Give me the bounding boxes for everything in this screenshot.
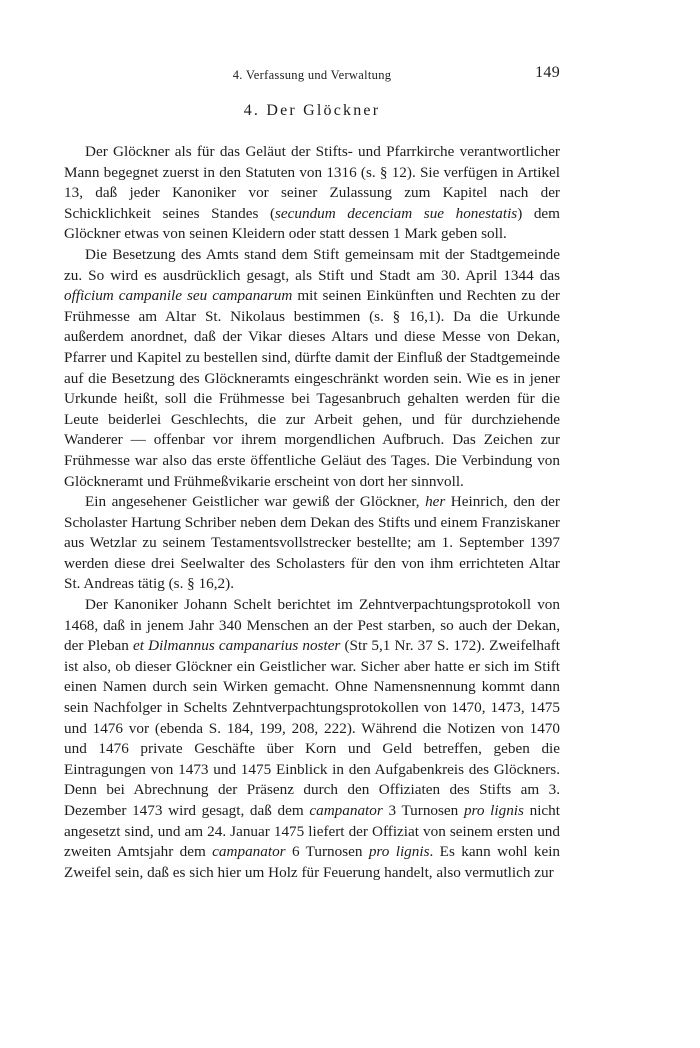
text-span: 6 Turnosen <box>285 843 369 861</box>
name-word: her <box>425 493 446 511</box>
text-span: Der Glöckner als für das Geläut der Stifts- und Pfarrkirche verantwortlicher Mann begegnet zuerst in den Statuten von 1316 (s. § 12). Sie verfügen in Artikel 13, daß jeder Kanoniker vor seiner Zulassung zum Kapitel nach der Schicklichkeit seines Standes ( <box>64 143 560 222</box>
paragraph <box>64 595 560 883</box>
text-span: . Es kann wohl kein Zweifel sein, daß es sich hier um Holz für Feuerung handelt, also vermutlich zur <box>64 843 561 881</box>
latin-phrase: pro lignis <box>463 802 524 819</box>
text-span: Der Kanoniker Johann Schelt berichtet im Zehntverpachtungsprotokoll von 1468, daß in jenem Jahr 340 Menschen an der Pest starben, so auch der Dekan, der Pleban <box>64 596 560 655</box>
text-span: Heinrich, den der Scholaster Hartung Schriber neben dem Dekan des Stifts und einem Franziskaner aus Wetzlar zu seinem Testamentsvollstrecker bestellte; am 1. September 1397 werden diese drei Seelwalter des Scholasters für den von ihm errichteten Altar St. Andreas tätig (s. § 16,2). <box>64 493 560 593</box>
section-heading: 4. Der Glöckner <box>243 102 381 119</box>
latin-phrase: pro lignis <box>368 843 430 861</box>
book-page <box>64 64 560 883</box>
paragraph <box>64 142 560 245</box>
latin-phrase: et Dilmannus campanarius noster <box>133 637 341 655</box>
text-span: mit seinen Einkünften und Rechten zu der Frühmesse am Altar St. Nikolaus bestimmen (s. § 16,1). Da die Urkunde außerdem anordnet, daß der Vikar dieses Altars und diese Messe von Dekan, Pfarrer und Kapitel zu bestellen sind, dürfte damit der Einfluß der Stadtgemeinde auf die Besetzung des Glöckneramts eingeschränkt worden sein. Wie es in jener Urkunde heißt, soll die Frühmesse bei Tagesanbruch gehalten werden für die Leute beiderlei Geschlechts, die zur Arbeit gehen, und für durchziehende Wanderer — offenbar vor ihrem morgendlichen Aufbruch. Das Zeichen zur Frühmesse war also das erste öffentliche Geläut des Tages. Die Verbindung von Glöckneramt und Frühmeßvikarie erscheint von dort her sinnvoll. <box>64 287 560 490</box>
text-span: Ein angesehener Geistlicher war gewiß der Glöckner, <box>85 493 426 511</box>
latin-phrase: secundum decenciam sue honestatis <box>275 204 518 222</box>
text-span: ) dem Glöckner etwas von seinen Kleidern oder statt dessen 1 Mark geben soll. <box>64 204 560 243</box>
latin-phrase: officium campanile seu campanarum <box>64 287 293 305</box>
text-span: nicht angesetzt sind, und am 24. Januar 1475 liefert der Offiziat von seinem ersten und zweiten Amtsjahr dem <box>64 802 560 861</box>
text-span: (Str 5,1 Nr. 37 S. 172). Zweifelhaft ist also, ob dieser Glöckner ein Geistlicher war. Sicher aber hatte er sich im Stift einen Namen durch sein Wirken gemacht. Ohne Namensnennung kommt dann sein Nachfolger in Schelts Zehntverpachtungsprotokollen von 1470, 1473, 1475 und 1476 vor (ebenda S. 184, 199, 208, 222). Während die Notizen von 1470 und 1476 private Geschäfte über Korn und Geld betreffen, geben die Eintragungen von 1473 und 1475 Einblick in den Aufgabenkreis des Glöckners. Denn bei Abrechnung der Präsenz durch den Offiziaten des Stifts am 3. Dezember 1473 wird gesagt, daß dem <box>64 637 560 819</box>
latin-phrase: campanator <box>212 843 286 861</box>
running-head-title: 4. Verfassung und Verwaltung <box>232 68 392 82</box>
text-span: 3 Turnosen <box>382 802 464 819</box>
paragraph <box>64 245 560 492</box>
body-text <box>64 142 560 883</box>
page-number: 149 <box>535 64 560 81</box>
latin-phrase: campanator <box>309 802 383 819</box>
running-head <box>64 64 560 88</box>
text-span: Die Besetzung des Amts stand dem Stift gemeinsam mit der Stadtgemeinde zu. So wird es ausdrücklich gesagt, als Stift und Stadt am 30. April 1344 das <box>64 245 560 284</box>
paragraph <box>64 492 560 595</box>
